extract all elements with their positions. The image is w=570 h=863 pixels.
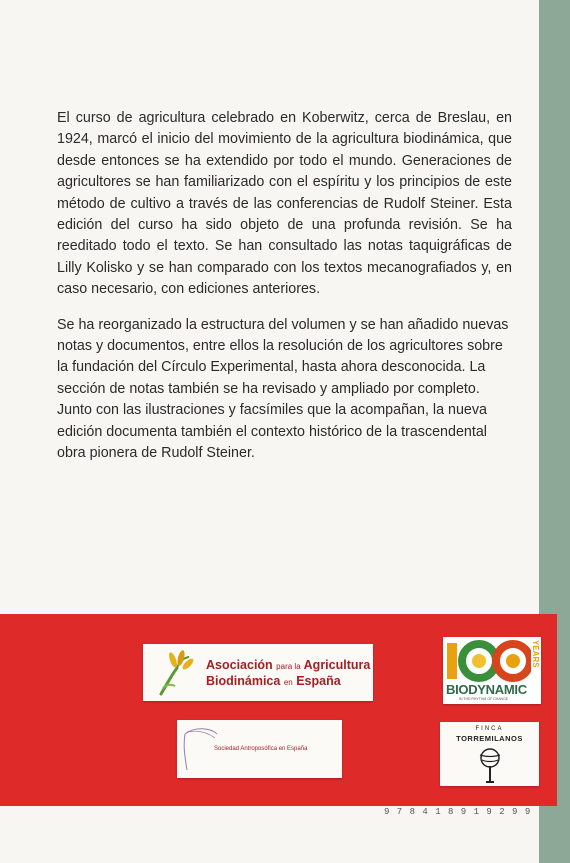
aabe-word-en: en xyxy=(283,678,293,687)
finca-name: TORREMILANOS xyxy=(456,734,523,743)
aabe-word-agricultura: Agricultura xyxy=(303,658,371,672)
paragraph-2: Se ha reorganizado la estructura del volumen y se han añadido nuevas notas y documentos, entre ellos la resolución de los agricultores sobre la fundación del Círculo Experimental, hasta ahora desconocida. La sección de notas también se ha revisado y ampliado por completo. Junto con las ilustraciones y facsímiles que la acompañan, la nueva edición documenta también el contexto histórico de la trascendental obra pionera de Rudolf Steiner. xyxy=(57,316,509,462)
tree-icon xyxy=(470,746,510,784)
aabe-flower-icon xyxy=(153,648,203,698)
aabe-logo-card xyxy=(143,644,373,701)
biodynamic-logo-card xyxy=(443,637,541,704)
barcode-number: 9 7 8 4 1 8 9 1 9 2 9 9 xyxy=(384,807,532,817)
finca-label: FINCA xyxy=(475,726,504,732)
logo-band xyxy=(0,614,557,806)
aabe-word-asociacion: Asociación xyxy=(206,658,273,672)
sae-name: Sociedad Antroposófica en España xyxy=(214,746,308,752)
sae-logo-card xyxy=(177,720,342,778)
biodynamic-years: YEARS xyxy=(531,640,540,668)
aabe-word-biodinamica: Biodinámica xyxy=(206,674,281,688)
aabe-word-espana: España xyxy=(296,674,341,688)
finca-logo-card xyxy=(440,722,539,786)
aabe-name xyxy=(206,658,370,690)
aabe-word-para-la: para la xyxy=(276,662,301,671)
back-cover-text xyxy=(57,108,512,479)
biodynamic-tagline: IN THE RHYTHM OF CHANGE xyxy=(459,697,509,701)
paragraph-1: El curso de agricultura celebrado en Koberwitz, cerca de Breslau, en 1924, marcó el inicio del movimiento de la agricultura biodinámica, que desde entonces se ha extendido por todo el mundo. Generaciones de agricultores se han familiarizado con el espíritu y los principios de este método de cultivo a través de las conferencias de Rudolf Steiner. Esta edición del curso ha sido objeto de una profunda revisión. Se ha reeditado todo el texto. Se han consultado las notas taquigráficas de Lilly Kolisko y se han comparado con los textos mecanografiados y, en caso necesario, con ediciones anteriores. xyxy=(57,110,512,298)
biodynamic-word: BIODYNAMIC xyxy=(446,682,527,697)
biodynamic-100-icon xyxy=(445,639,531,683)
